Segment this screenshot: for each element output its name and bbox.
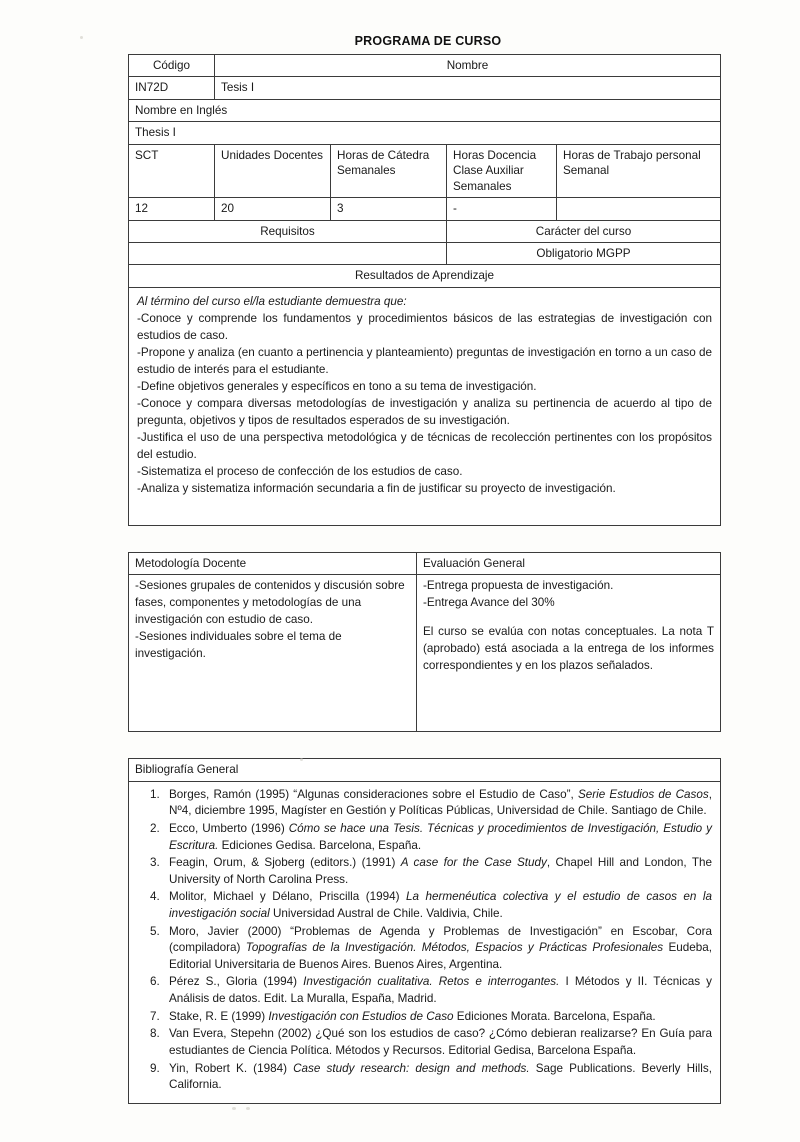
course-name: Tesis I [215,77,721,99]
scan-speck [232,1107,236,1110]
methodology-cell [129,575,417,732]
learning-result-item: -Justifica el uso de una perspectiva metodológica y de técnicas de recolección pertinentes con los propósitos del estudio. [137,431,713,461]
evaluation-cell [417,575,721,732]
table-row [129,55,721,77]
list-item: 1. Borges, Ramón (1995) “Algunas consideraciones sobre el Estudio de Caso”, Serie Estudios de Casos, Nº4, diciembre 1995, Magíster en Gestión y Políticas Públicas, Universidad de Chile. Santiago de Chile. [163,787,712,820]
table-row [129,242,721,264]
list-item: 9. Yin, Robert K. (1984) Case study research: design and methods. Sage Publications. Beverly Hills, California. [163,1061,712,1094]
table-row [129,781,721,1103]
table-row [129,198,721,220]
value-horas-trabajo-personal [557,198,721,220]
value-sct: 12 [129,198,215,220]
list-item: 7. Stake, R. E (1999) Investigación con Estudios de Caso Ediciones Morata. Barcelona, España. [163,1009,712,1026]
methodology-item: -Sesiones individuales sobre el tema de investigación. [135,630,342,661]
english-name-label: Nombre en Inglés [129,99,721,121]
caracter-label: Carácter del curso [447,220,721,242]
table-row [129,77,721,99]
col-sct: SCT [129,144,215,197]
list-item: 3. Feagin, Orum, & Sjoberg (editors.) (1991) A case for the Case Study, Chapel Hill and London, The University of North Carolina Press. [163,855,712,888]
bibliography-list [137,787,712,1094]
list-item: 2. Ecco, Umberto (1996) Cómo se hace una Tesis. Técnicas y procedimientos de Investigación, Estudio y Escritura. Ediciones Gedisa. Barcelona, España. [163,821,712,854]
evaluation-item: -Entrega Avance del 30% [423,596,555,610]
table-row [129,220,721,242]
table-row [129,575,721,732]
value-horas-auxiliar: - [447,198,557,220]
value-unidades-docentes: 20 [215,198,331,220]
table-row [129,759,721,781]
nombre-label: Nombre [215,55,721,77]
caracter-value: Obligatorio MGPP [447,242,721,264]
scan-speck [300,758,303,761]
methodology-evaluation-table [128,552,721,732]
list-item: 6. Pérez S., Gloria (1994) Investigación cualitativa. Retos e interrogantes. I Métodos y II. Técnicas y Análisis de datos. Edit. La Muralla, España, Madrid. [163,974,712,1007]
table-row [129,144,721,197]
list-item: 4. Molitor, Michael y Délano, Priscilla (1994) La hermenéutica colectiva y el estudio de casos en la investigación social Universidad Austral de Chile. Valdivia, Chile. [163,889,712,922]
learning-results-intro: Al término del curso el/la estudiante demuestra que: [137,294,407,308]
bibliography-cell [129,781,721,1103]
english-name-value: Thesis I [129,122,721,144]
learning-result-item: -Conoce y comprende los fundamentos y procedimientos básicos de las estrategias de investigación con estudios de caso. [137,312,713,343]
evaluation-header: Evaluación General [417,552,721,574]
evaluation-item: -Entrega propuesta de investigación. [423,579,614,593]
col-horas-catedra: Horas de Cátedra Semanales [331,144,447,197]
table-row [129,99,721,121]
course-header-table [128,54,721,526]
course-code: IN72D [129,77,215,99]
learning-result-item: -Sistematiza el proceso de confección de los estudios de caso. [137,464,463,478]
evaluation-paragraph: El curso se evalúa con notas conceptuales. La nota T (aprobado) está asociada a la entrega de los informes correspondientes y en los plazos señalados. [423,625,714,673]
methodology-item: -Sesiones grupales de contenidos y discusión sobre fases, componentes y metodologías de una investigación con estudio de caso. [135,579,405,627]
learning-result-item: -Conoce y compara diversas metodologías de investigación y analiza su pertinencia de acuerdo al tipo de pregunta, objetivos y tipos de resultados esperados de su investigación. [137,397,713,428]
list-item: 5. Moro, Javier (2000) “Problemas de Agenda y Problemas de Investigación” en Escobar, Cora (compiladora) Topografías de la Investigación. Métodos, Espacios y Prácticas Profesionales Eudeba, Editorial Universitaria de Buenos Aires. Buenos Aires, Argentina. [163,924,712,974]
learning-result-item: -Analiza y sistematiza información secundaria a fin de justificar su proyecto de investigación. [137,481,616,495]
learning-result-item: -Propone y analiza (en cuanto a pertinencia y planteamiento) preguntas de investigación en torno a un caso de estudio de interés para el estudiante. [137,346,713,377]
scan-speck [246,1107,250,1110]
methodology-header: Metodología Docente [129,552,417,574]
learning-result-item: -Define objetivos generales y específicos en tono a su tema de investigación. [137,380,537,394]
col-horas-auxiliar: Horas Docencia Clase Auxiliar Semanales [447,144,557,197]
bibliography-header: Bibliografía General [129,759,721,781]
learning-results-cell [129,287,721,525]
learning-results-header: Resultados de Aprendizaje [129,265,721,287]
requisitos-value [129,242,447,264]
table-row [129,265,721,287]
table-row [129,287,721,525]
table-row [129,122,721,144]
requisitos-label: Requisitos [129,220,447,242]
codigo-label: Código [129,55,215,77]
list-item: 8. Van Evera, Stepehn (2002) ¿Qué son los estudios de caso? ¿Cómo debieran realizarse? En Guía para estudiantes de Ciencia Política. Métodos y Recursos. Editorial Gedisa, Barcelona España. [163,1026,712,1059]
col-horas-trabajo-personal: Horas de Trabajo personal Semanal [557,144,721,197]
page-title: PROGRAMA DE CURSO [354,34,502,48]
scan-speck [80,36,83,39]
bibliography-table [128,758,721,1103]
col-unidades-docentes: Unidades Docentes [215,144,331,197]
table-row [129,552,721,574]
value-horas-catedra: 3 [331,198,447,220]
